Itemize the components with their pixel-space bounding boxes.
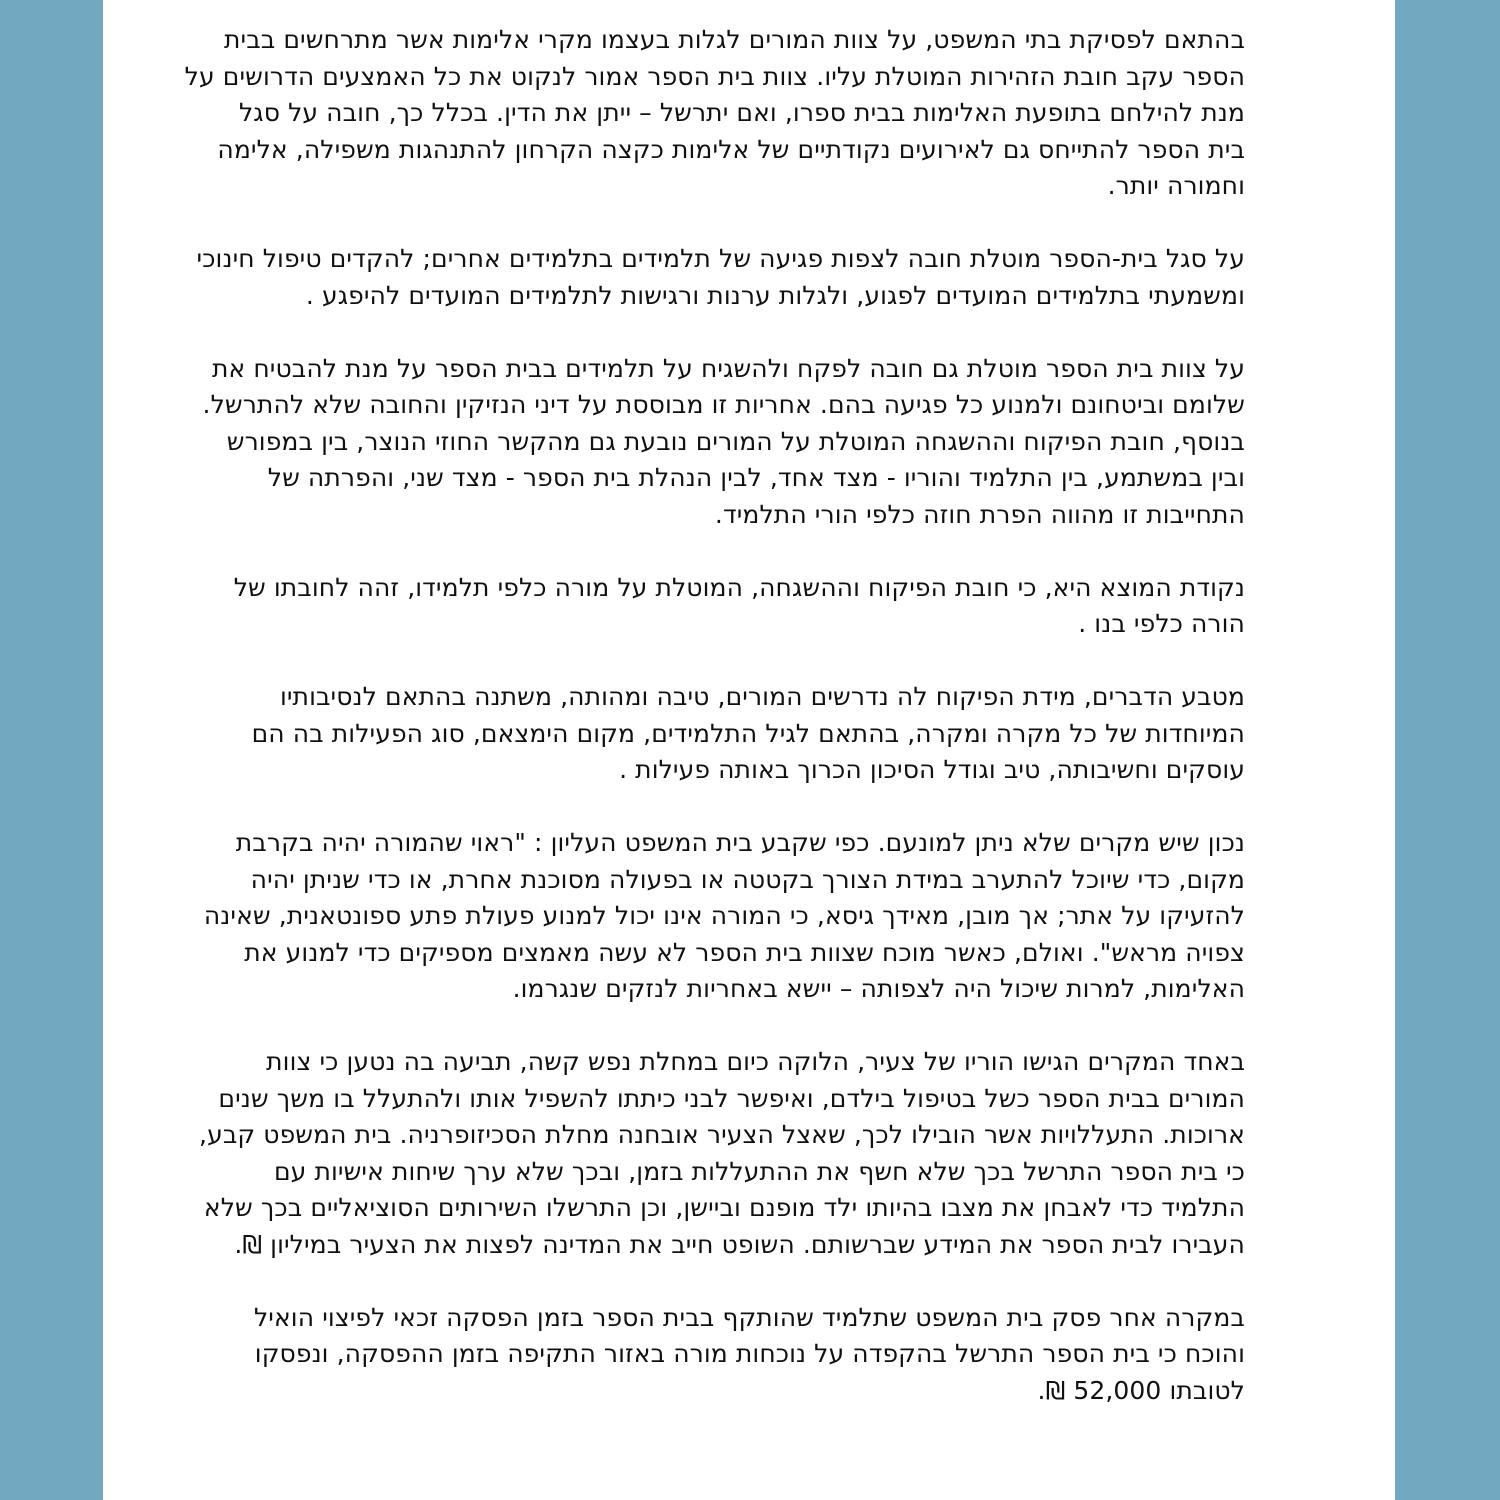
paragraph xyxy=(193,570,1245,643)
text-line: הורה כלפי בנו . xyxy=(1078,609,1245,638)
text-line: צפויה מראש". ואולם, כאשר מוכח שצוות בית הספר לא עשה מאמצים מספיקים כדי למנוע את xyxy=(244,937,1245,967)
text-line: להזעיקו על אתר; אך מובן, מאידך גיסא, כי המורה אינו יכול למנוע פעולת פתע ספונטאנית, שאינה xyxy=(203,901,1245,930)
paragraph xyxy=(193,241,1245,314)
text-line: בנוסף, חובת הפיקוח וההשגחה המוטלת על המורים נובעת גם מהקשר החוזי הנוצר, בין במפורש xyxy=(226,426,1245,456)
text-line: מנת להילחם בתופעת האלימות בבית ספרו, ואם יתרשל – ייתן את הדין. בכלל כך, חובה על סגל xyxy=(239,98,1245,127)
text-line: נקודת המוצא היא, כי חובת הפיקוח וההשגחה, המוטלת על מורה כלפי תלמידו, זהה לחובתו של xyxy=(233,572,1245,602)
paragraph xyxy=(193,679,1245,789)
text-line: התחייבות זו מהווה הפרת חוזה כלפי הורי התלמיד. xyxy=(714,499,1245,529)
paragraph xyxy=(193,1044,1245,1263)
text-line: בית הספר להתייחס גם לאירועים נקודתיים של אלימות כקצה הקרחון להתנהגות משפילה, אלימה xyxy=(217,134,1245,164)
text-line: לטובתו 52,000 ₪. xyxy=(1037,1375,1245,1405)
paragraph xyxy=(184,22,1245,205)
text-line: המיוחדות של כל מקרה ומקרה, בהתאם לגיל התלמידים, מקום הימצאם, סוג הפעילות בה הם xyxy=(251,718,1245,748)
text-line: וחמורה יותר. xyxy=(1107,171,1245,200)
paragraph xyxy=(193,825,1245,1008)
text-line: ארוכות. התעללויות אשר הובילו לכך, שאצל הצעיר אובחנה מחלת הסכיזופרניה. בית המשפט קבע, xyxy=(199,1120,1245,1149)
text-line: והוכח כי בית הספר התרשל בהקפדה על נוכחות מורה באזור התקיפה בזמן ההפסקה, ונפסקו xyxy=(254,1339,1245,1368)
text-line: מקום, כדי שיוכל להתערב במידת הצורך בקטטה או בפעולה מסוכנת אחרת, או כדי שניתן יהיה xyxy=(250,864,1245,894)
text-line: נכון שיש מקרים שלא ניתן למונעם. כפי שקבע בית המשפט העליון : "ראוי שהמורה יהיה בקרבת xyxy=(235,828,1245,857)
paragraph xyxy=(193,1300,1245,1410)
text-line: האלימות, למרות שיכול היה לצפותה – יישא באחריות לנזקים שנגרמו. xyxy=(512,974,1245,1003)
document-page xyxy=(103,0,1395,1500)
text-line: באחד המקרים הגישו הוריו של צעיר, הלוקה כיום במחלת נפש קשה, תביעה בה נטען כי צוות xyxy=(266,1047,1245,1076)
text-line: הספר עקב חובת הזהירות המוטלת עליו. צוות בית הספר אמור לנקוט את כל האמצעים הדרושים על xyxy=(184,61,1245,91)
text-line: ומשמעתי בתלמידים המועדים לפגוע, ולגלות ערנות ורגישות לתלמידים המועדים להיפגע . xyxy=(305,280,1245,310)
text-line: שלומם וביטחונם ולמנוע כל פגיעה בהם. אחריות זו מבוססת על דיני הנזיקין והחובה שלא להתרשל. xyxy=(202,390,1245,419)
document-body xyxy=(184,22,1245,1409)
paragraph xyxy=(193,351,1245,534)
text-line: עוסקים וחשיבותה, טיב וגודל הסיכון הכרוך באותה פעילות . xyxy=(619,755,1245,784)
text-line: כי בית הספר התרשל בכך שלא חשף את ההתעללות בזמן, ובכך שלא ערך שיחות אישיות עם xyxy=(273,1156,1245,1186)
text-line: ובין במשתמע, בין התלמיד והוריו - מצד אחד, לבין הנהלת בית הספר - מצד שני, והפרתה של xyxy=(267,463,1245,492)
text-line: המורים בבית הספר כשל בטיפול בילדם, ואיפשר לבני כיתתו להשפיל אותו ולהתעלל בו משך שנים xyxy=(218,1083,1245,1113)
text-line: על צוות בית הספר מוטלת גם חובה לפקח ולהשגיח על תלמידים בבית הספר על מנת להבטיח את xyxy=(211,353,1245,383)
text-line: במקרה אחר פסק בית המשפט שתלמיד שהותקף בבית הספר בזמן הפסקה זכאי לפיצוי הואיל xyxy=(254,1302,1245,1332)
text-line: בהתאם לפסיקת בתי המשפט, על צוות המורים לגלות בעצמו מקרי אלימות אשר מתרחשים בבית xyxy=(223,25,1245,54)
text-line: מטבע הדברים, מידת הפיקוח לה נדרשים המורים, טיבה ומהותה, משתנה בהתאם לנסיבותיו xyxy=(279,682,1245,711)
text-line: על סגל בית-הספר מוטלת חובה לצפות פגיעה של תלמידים בתלמידים אחרים; להקדים טיפול חינוכי xyxy=(196,244,1245,273)
text-line: העבירו לבית הספר את המידע שברשותם. השופט חייב את המדינה לפצות את הצעיר במיליון ₪. xyxy=(234,1229,1245,1259)
text-line: התלמיד כדי לאבחן את מצבו בהיותו ילד מופנם וביישן, וכן התרשלו השירותים הסוציאליים בכך שלא xyxy=(203,1193,1245,1222)
